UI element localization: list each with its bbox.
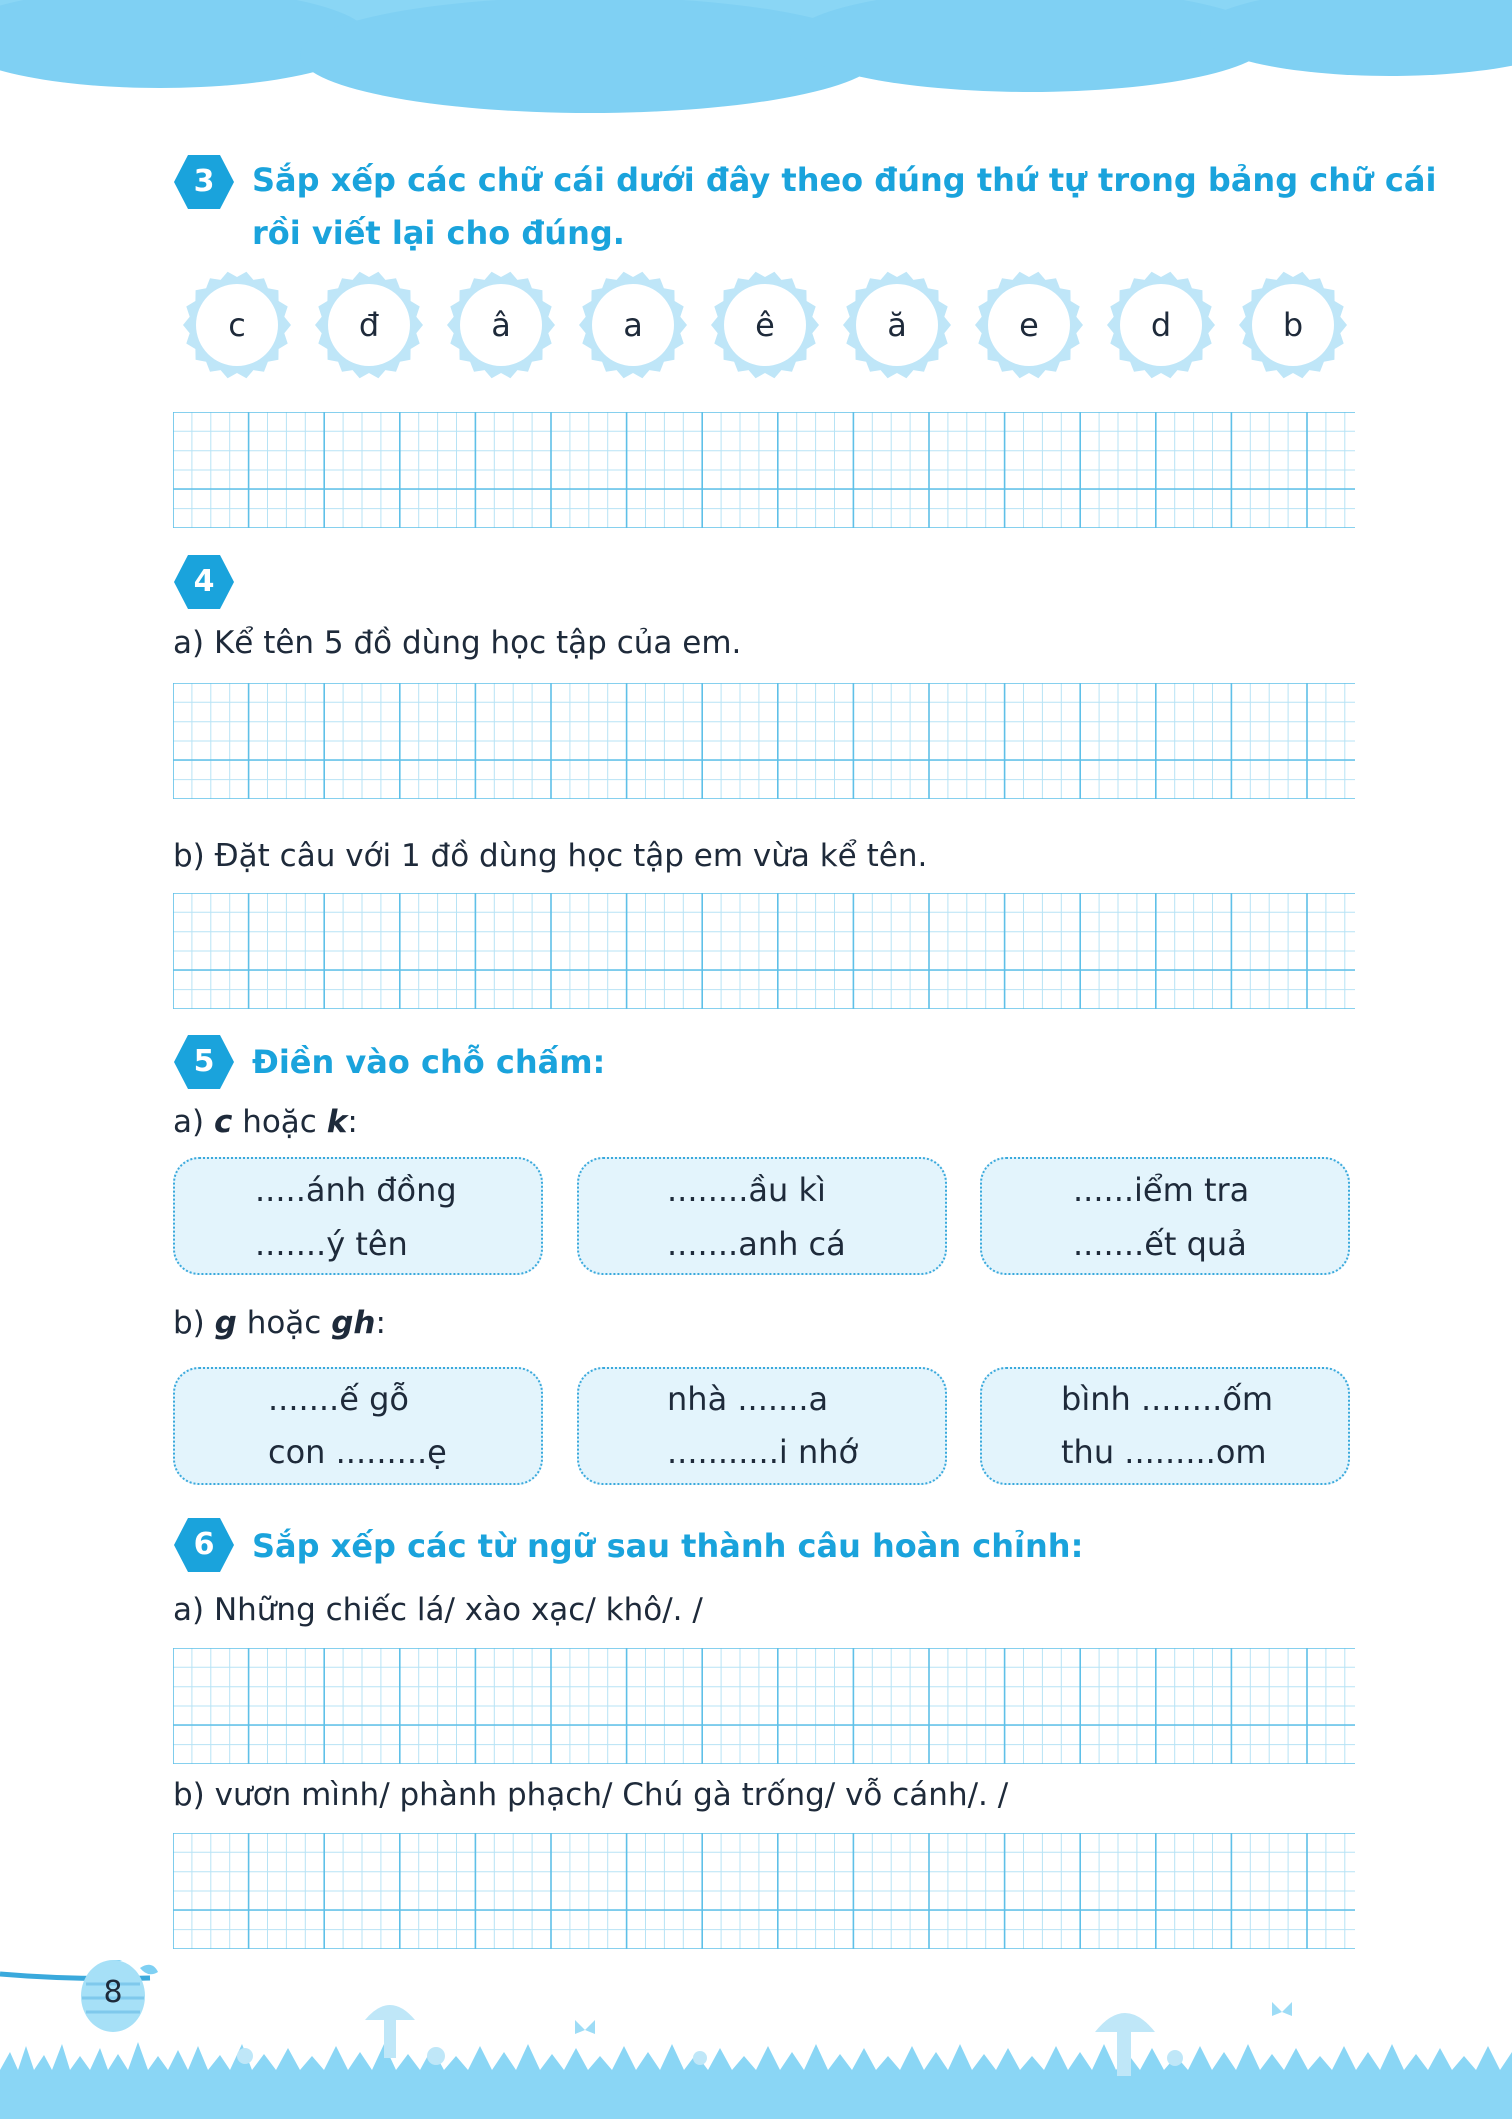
writing-grid-task6a	[173, 1648, 1355, 1764]
letter-text: d	[1150, 306, 1172, 344]
task-4-number: 4	[193, 564, 215, 599]
letter-text: ă	[887, 306, 907, 344]
task-3-title-line2: rồi viết lại cho đúng.	[252, 214, 625, 252]
writing-grid-task3	[173, 412, 1355, 528]
task-5a-option-c: c	[213, 1104, 233, 1140]
task-5b-middle: hoặc	[236, 1305, 332, 1341]
task-5a-prefix: a)	[173, 1104, 214, 1140]
task-5b-prefix: b)	[173, 1305, 215, 1341]
writing-grid-task4b	[173, 893, 1355, 1009]
task-5a-middle: hoặc	[232, 1104, 327, 1140]
fill-box-5a-3	[980, 1157, 1350, 1275]
writing-grid-task4a	[173, 683, 1355, 799]
task-4b-prompt: b) Đặt câu với 1 đồ dùng học tập em vừa kể tên.	[173, 838, 928, 874]
letter-text: e	[1019, 306, 1039, 344]
fill-box-5b-1	[173, 1367, 543, 1485]
fill-box-5b-2	[577, 1367, 947, 1485]
letter-text: ê	[755, 306, 775, 344]
letter-circle	[1238, 270, 1348, 380]
letter-text: đ	[358, 306, 380, 344]
task-5b-option-gh: gh	[331, 1305, 376, 1341]
fill-word: ........ầu kì	[667, 1171, 826, 1209]
task-6-badge	[172, 1516, 236, 1574]
letter-circle	[182, 270, 292, 380]
letter-circle	[1106, 270, 1216, 380]
letter-circle	[974, 270, 1084, 380]
task-4a-prompt: a) Kể tên 5 đồ dùng học tập của em.	[173, 625, 742, 661]
fill-word: con .........ẹ	[268, 1433, 447, 1471]
letter-text: a	[623, 306, 643, 344]
fill-word: .......ết quả	[1073, 1225, 1247, 1263]
fill-box-5b-3	[980, 1367, 1350, 1485]
fill-word: .....ánh đồng	[255, 1171, 457, 1209]
fill-word: thu .........om	[1061, 1433, 1267, 1471]
cloud-header-decoration	[0, 0, 1512, 120]
letter-circle	[314, 270, 424, 380]
letter-circle	[710, 270, 820, 380]
task-5-title: Điền vào chỗ chấm:	[252, 1043, 606, 1081]
task-3-title-line1: Sắp xếp các chữ cái dưới đây theo đúng thứ tự trong bảng chữ cái	[252, 161, 1437, 199]
task-6-number: 6	[193, 1527, 215, 1562]
fill-box-5a-1	[173, 1157, 543, 1275]
task-6a-prompt: a) Những chiếc lá/ xào xạc/ khô/. /	[173, 1592, 703, 1628]
task-5b-option-g: g	[214, 1305, 237, 1341]
task-5-number: 5	[193, 1044, 215, 1079]
task-3-badge	[172, 153, 236, 211]
writing-grid-task6b	[173, 1833, 1355, 1949]
task-4-badge	[172, 553, 236, 611]
task-5-badge	[172, 1033, 236, 1091]
letter-text: c	[228, 306, 246, 344]
letter-text: â	[491, 306, 511, 344]
task-5a-suffix: :	[347, 1104, 358, 1140]
task-6b-prompt: b) vươn mình/ phành phạch/ Chú gà trống/ vỗ cánh/. /	[173, 1777, 1009, 1813]
task-6-title: Sắp xếp các từ ngữ sau thành câu hoàn chỉnh:	[252, 1527, 1084, 1565]
task-5a-prompt	[173, 1104, 358, 1140]
fill-word: .......ý tên	[255, 1225, 408, 1263]
letter-circle	[446, 270, 556, 380]
fill-word: nhà .......a	[667, 1380, 829, 1418]
letter-text: b	[1282, 306, 1304, 344]
task-5a-option-k: k	[326, 1104, 348, 1140]
letter-circle	[842, 270, 952, 380]
task-5b-suffix: :	[375, 1305, 386, 1341]
fill-word: ...........i nhớ	[667, 1433, 859, 1471]
fill-word: .......anh cá	[667, 1225, 846, 1263]
task-3-number: 3	[193, 164, 215, 199]
fill-box-5a-2	[577, 1157, 947, 1275]
fill-word: .......ế gỗ	[268, 1380, 409, 1418]
letter-flowers	[182, 270, 1362, 380]
page-number: 8	[103, 1975, 123, 2010]
fill-word: ......iểm tra	[1073, 1171, 1250, 1209]
task-5b-prompt	[173, 1305, 386, 1341]
grass-footer-decoration	[0, 1960, 1512, 2119]
letter-circle	[578, 270, 688, 380]
fill-word: bình ........ốm	[1061, 1380, 1274, 1418]
